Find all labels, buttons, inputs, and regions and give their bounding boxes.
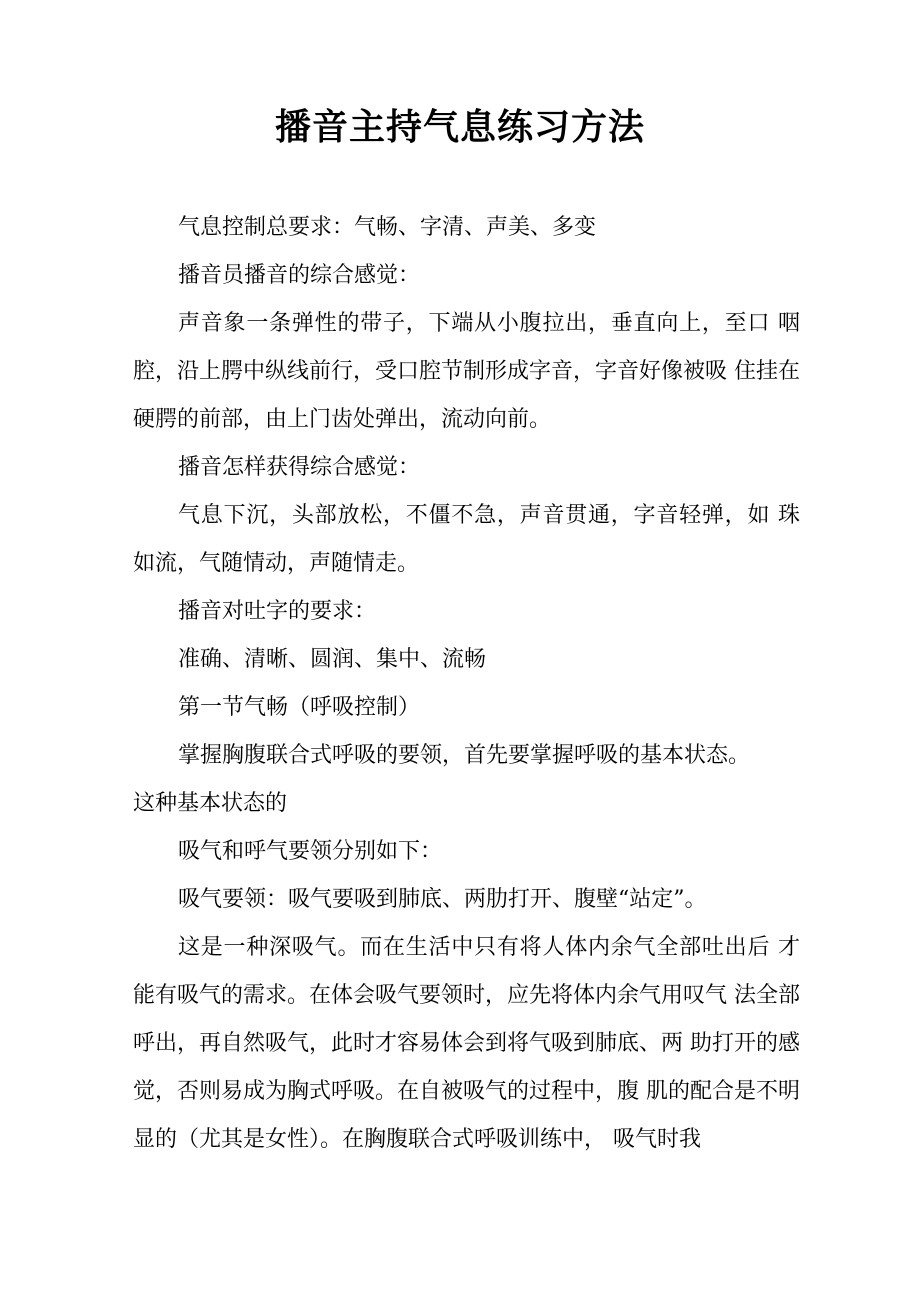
- paragraph-breath-requirements: 气息控制总要求：气畅、字清、声美、多变: [178, 215, 597, 240]
- document-title: 播音主持气息练习方法: [274, 107, 645, 148]
- paragraph-articulation-heading: 播音对吐字的要求：: [178, 599, 377, 624]
- paragraph-breath-sinking: 气息下沉，头部放松，不僵不急，声音贯通，字音轻弹，如 珠如流，气随情动，声随情走。: [133, 503, 800, 576]
- paragraph-inhale-essentials: 吸气要领：吸气要吸到肺底、两肋打开、腹壁“站定”。: [178, 887, 707, 912]
- paragraph-deep-breath: 这是一种深吸气。而在生活中只有将人体内余气全部吐出后 才能有吸气的需求。在体会吸气要领时，应先将体内余气用叹气 法全部呼出，再自然吸气，此时才容易体会到将气吸到肺底、两 助打开的感觉，否则易成为胸式呼吸。在自被吸气的过程中，腹 肌的配合是不明显的（尤其是女性）。在胸腹联合式呼吸训练中， 吸气时我: [133, 935, 800, 1152]
- paragraph-articulation-requirements: 准确、清晰、圆润、集中、流畅: [178, 647, 487, 672]
- paragraph-overall-feeling-heading: 播音员播音的综合感觉：: [178, 263, 421, 288]
- paragraph-sound-description: 声音象一条弹性的带子，下端从小腹拉出，垂直向上，至口 咽腔，沿上腭中纵线前行，受口腔节制形成字音，字音好像被吸 住挂在硬腭的前部，由上门齿处弹出，流动向前。: [133, 311, 800, 432]
- paragraph-inhale-exhale-essentials: 吸气和呼气要领分别如下：: [178, 839, 443, 864]
- paragraph-combined-breathing: 掌握胸腹联合式呼吸的要领，首先要掌握呼吸的基本状态。: [178, 743, 751, 768]
- paragraph-how-to-get-feeling-heading: 播音怎样获得综合感觉：: [178, 455, 421, 480]
- paragraph-basic-state: 这种基本状态的: [133, 791, 288, 816]
- section-heading-breath-control: 第一节气畅（呼吸控制）: [178, 695, 421, 720]
- document-body: [133, 204, 800, 1164]
